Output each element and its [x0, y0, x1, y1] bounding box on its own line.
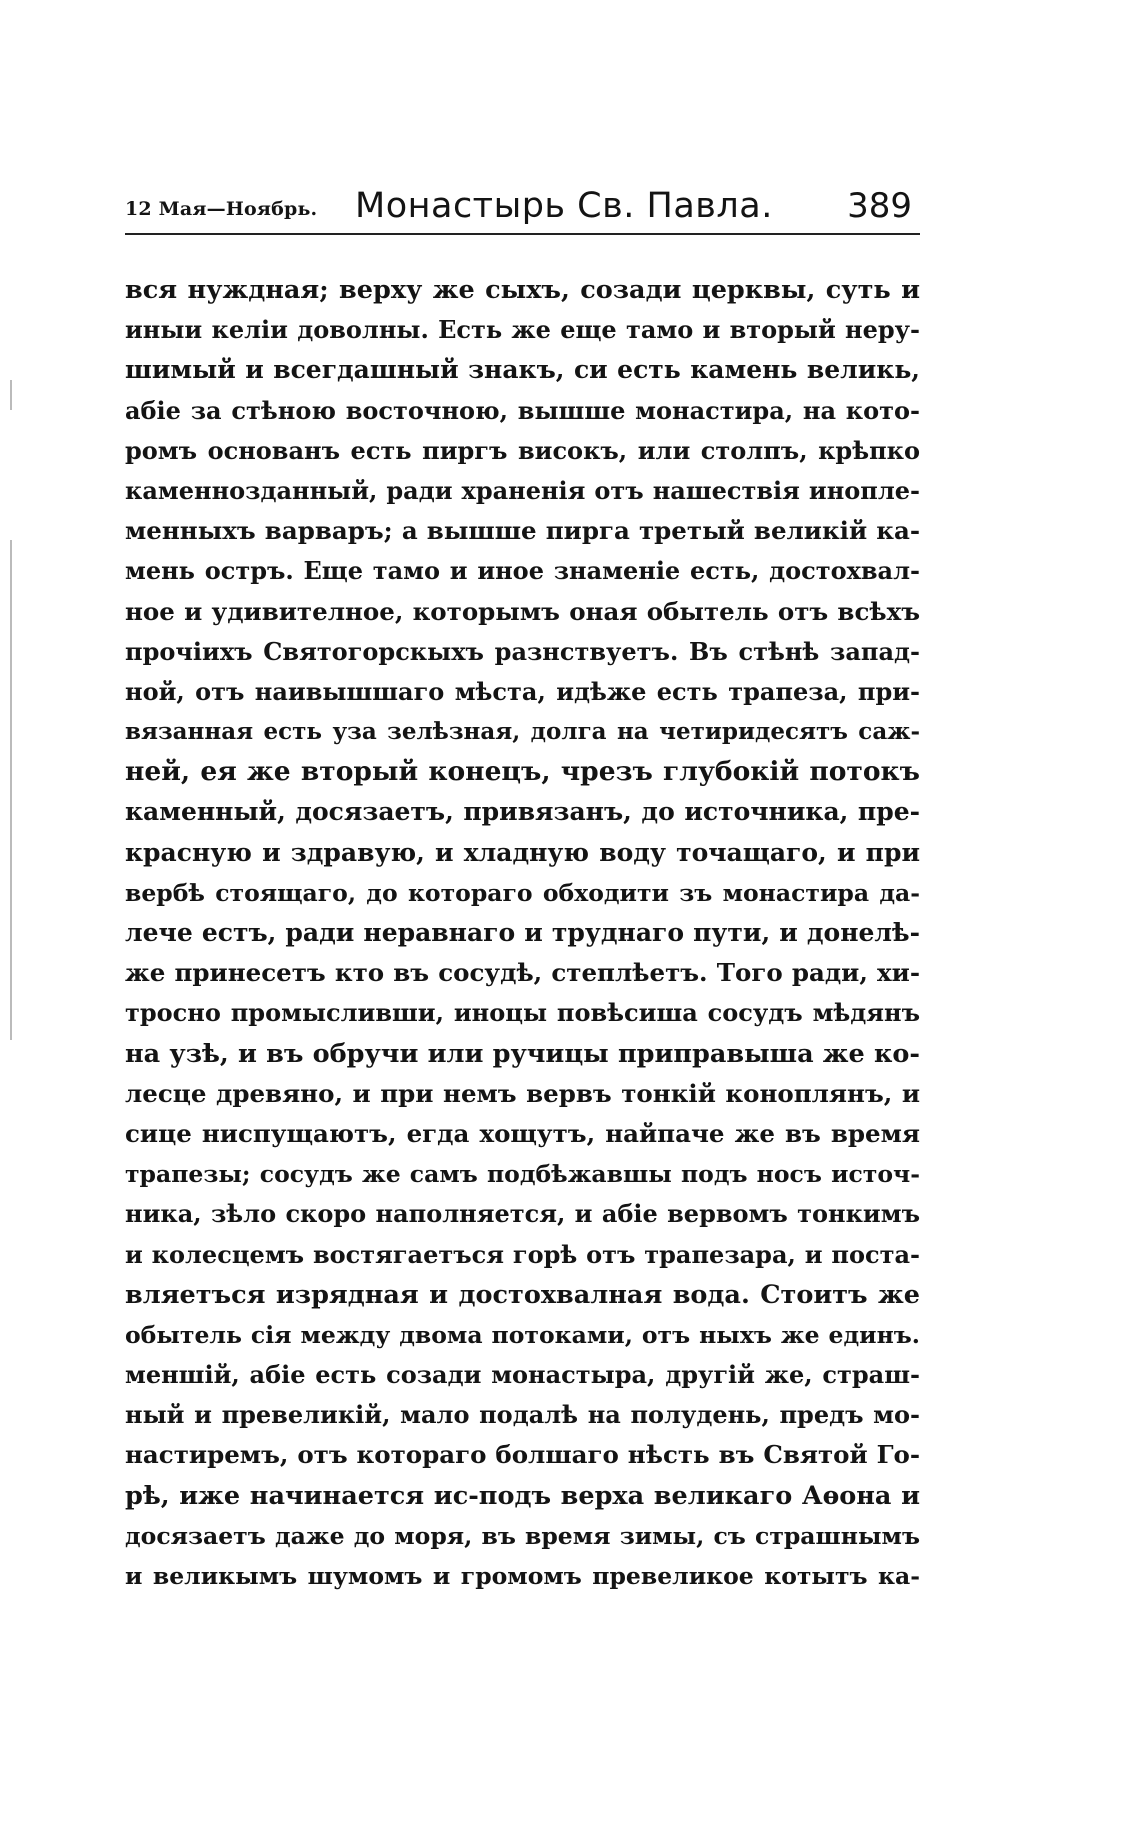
- text-line: ромъ основанъ есть пиргъ високъ, или столпъ, крѣпко: [125, 435, 920, 465]
- text-line: лесце древяно, и при немъ вервъ тонкій коноплянъ, и: [125, 1078, 920, 1108]
- text-line: обытель сія между двома потоками, отъ ныхъ же единъ.: [125, 1320, 920, 1349]
- text-line: абіе за стѣною восточною, вышше монастира, на кото-: [125, 395, 920, 425]
- text-line: вязанная есть уза зелѣзная, долга на четиридесятъ саж-: [125, 718, 920, 746]
- text-line: ной, отъ наивышшаго мѣста, идѣже есть трапеза, при-: [125, 676, 920, 706]
- text-line: настиремъ, отъ котораго болшаго нѣсть въ Святой Го-: [125, 1440, 920, 1470]
- text-line: каменный, досязаетъ, привязанъ, до источника, пре-: [125, 797, 920, 827]
- body-text: [125, 270, 920, 1596]
- date-range: 12 Мая—Ноябрь.: [125, 198, 318, 220]
- text-line: вербѣ стоящаго, до котораго обходити зъ монастира да-: [125, 878, 920, 907]
- text-line: тросно промысливши, иноцы повѣсиша сосудъ мѣдянъ: [125, 998, 920, 1028]
- header-rule: [125, 233, 920, 235]
- text-line: и колесцемъ востягаетъся горѣ отъ трапезара, и поста-: [125, 1239, 920, 1269]
- text-line: меншій, абіе есть созади монастыра, другій же, страш-: [125, 1360, 920, 1390]
- text-line: менныхъ варваръ; а вышше пирга третый великій ка-: [125, 516, 920, 546]
- text-line: ное и удивителное, которымъ оная обытель отъ всѣхъ: [125, 596, 920, 626]
- text-line: досязаетъ даже до моря, въ время зимы, съ страшнымъ: [125, 1521, 920, 1550]
- margin-mark: [10, 380, 12, 410]
- text-line: и великымъ шумомъ и громомъ превеликое котытъ ка-: [125, 1562, 920, 1590]
- text-line: каменнозданный, ради храненія отъ нашествія иноплe-: [125, 475, 920, 505]
- text-line: лече естъ, ради неравнаго и труднаго пути, и донелѣ-: [125, 918, 920, 947]
- text-line: мень остръ. Еще тамо и иное знаменіе есть, достохвал-: [125, 556, 920, 586]
- margin-mark: [10, 540, 12, 1040]
- text-line: шимый и всегдашный знакъ, си есть камень великь,: [125, 355, 920, 385]
- text-line: красную и здравую, и хладную воду точащаго, и при: [125, 837, 920, 867]
- text-line: рѣ, иже начинается ис-подъ верха великаго Аѳона и: [125, 1480, 920, 1511]
- text-line: сице ниспущаютъ, егда хощутъ, найпаче же въ время: [125, 1118, 920, 1148]
- text-line: иныи келіи доволны. Есть же еще тамо и вторый неру-: [125, 315, 920, 345]
- chapter-title: Монастырь Св. Павла.: [355, 186, 773, 226]
- text-line: ней, ея же вторый конецъ, чрезъ глубокій потокъ: [125, 756, 920, 788]
- text-line: прочіихъ Святогорскыхъ разнствуетъ. Въ стѣнѣ запад-: [125, 636, 920, 666]
- running-head: [125, 182, 920, 234]
- text-line: вся нуждная; верху же сыхъ, созади церквы, суть и: [125, 275, 920, 305]
- text-line: же принесетъ кто въ сосудѣ, степлѣетъ. Того ради, хи-: [125, 958, 920, 988]
- text-line: ный и превеликій, мало подалѣ на полудень, предъ мо-: [125, 1400, 920, 1430]
- book-page: [125, 182, 920, 1590]
- text-line: на узѣ, и въ обручи или ручицы приправыша же ко-: [125, 1038, 920, 1069]
- page-number: 389: [847, 186, 912, 226]
- text-line: трапезы; сосудъ же самъ подбѣжавшы подъ носъ источ-: [125, 1160, 920, 1189]
- text-line: вляетъся изрядная и достохвалная вода. Стоитъ же: [125, 1279, 920, 1310]
- text-line: ника, зѣло скоро наполняется, и абіе вервомъ тонкимъ: [125, 1199, 920, 1229]
